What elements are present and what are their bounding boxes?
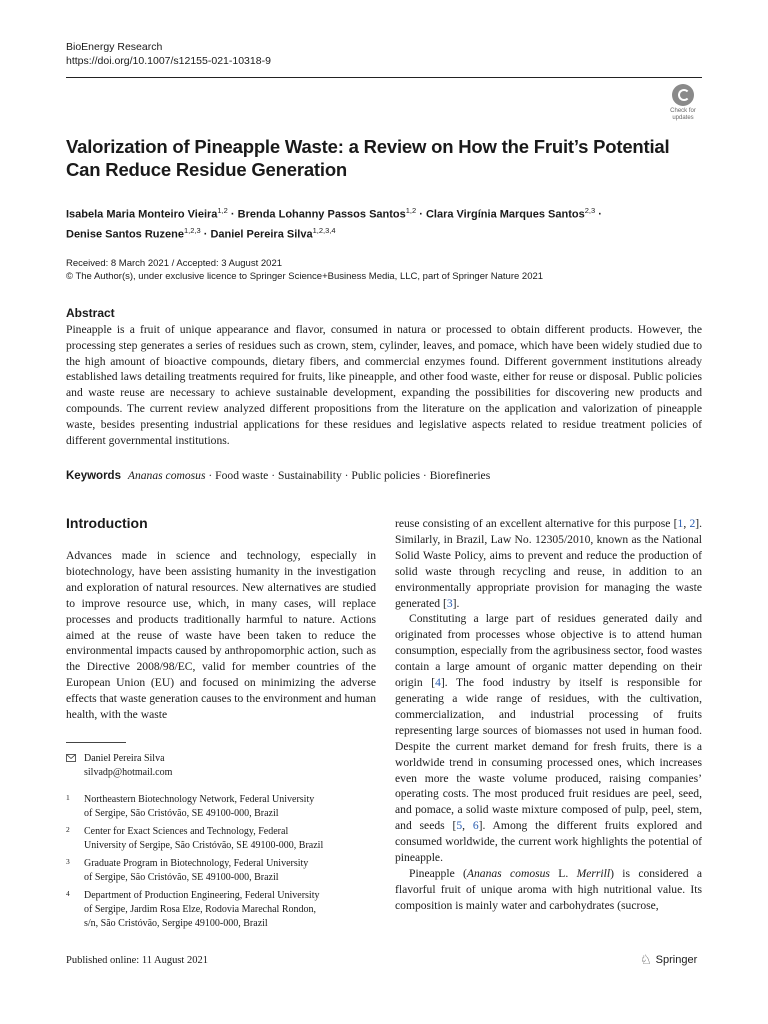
article-title — [66, 135, 686, 181]
right-column-text — [395, 516, 702, 914]
author-affiliation: 2,3 — [584, 206, 596, 215]
corresponding-author: Daniel Pereira Silva — [84, 753, 165, 764]
springer-horse-icon: ♘ — [640, 952, 652, 967]
title-line-2: Can Reduce Residue Generation — [66, 159, 348, 180]
author-affiliation: 1,2,3,4 — [312, 225, 336, 235]
paragraph: Constituting a large part of residues generated daily and originated from processes whose objective is to attend human consumption, especially from the agribusiness sector, food wastes contain a large amount of organic matter depending on their origin [4]. The food industry by itself is responsible for generating a wide range of residues, with the cultivation, commercialization, and industrial processing of fruits representing large sources of biomasses not used in human food. Despite the current market demand for fresh fruits, there is a worldwide trend in consuming processed ones, which increases even more the waste volume produced, raising companies’ operating costs. The most produced fruit residues are peel, seed, and pomace, a solid waste mixture composed of pulp, peel, stem, and seeds [5, 6]. Among the different fruits explored and consumed worldwide, the current work highlights the potential of pineapple. — [395, 612, 702, 865]
paragraph: Pineapple (Ananas comosus L. Merrill) is considered a flavorful fruit of unique aroma with high nutritional value. Its composition is mainly water and carbohydrates (sucrose, — [395, 866, 702, 912]
correspondence — [66, 752, 172, 780]
affiliation-footnote: 4 Department of Production Engineering, Federal University of Sergipe, Jardim Rosa Elze, Rodovia Marechal Rondon, s/n, São Cristóvão, Sergipe 49100-000, Brazil — [66, 889, 320, 929]
publisher-logo — [640, 952, 697, 968]
keyword: Sustainability — [277, 469, 342, 482]
citation-link[interactable]: 4 — [435, 676, 441, 690]
copyright-notice: © The Author(s), under exclusive licence to Springer Science+Business Media, LLC, part of Springer Nature 2021 — [66, 271, 544, 282]
journal-header — [66, 40, 271, 68]
citation-link[interactable]: 2 — [689, 517, 696, 530]
author-affiliation: 1,2 — [405, 206, 417, 215]
header-rule — [66, 77, 702, 78]
journal-name: BioEnergy Research — [66, 41, 163, 53]
keyword: Public policies — [351, 469, 421, 482]
title-line-1: Valorization of Pineapple Waste: a Review on How the Fruit’s Potential — [66, 136, 670, 157]
corresponding-email[interactable]: silvadp@hotmail.com — [84, 767, 173, 778]
abstract-text: Pineapple is a fruit of unique appearance and flavor, consumed in natura or processed to obtain different products. However, the processing step generates a series of residues such as crown, stem, cylinder, leaves, and pomace, which have been widely studied due to the high amount of bioactive compounds, dietary fibers, and commercial enzymes found. Different government institutions already established laws detailing treatments required for fruits, like pineapple, and other food waste, either for reuse or disposal. Public policies and waste reuse are necessary to achieve sustainable development, expanding the possibilities for discovering new products and compounds. The current review analyzed different propositions from the literature on the application and valorization of pineapple waste, besides presenting industrial applications for these residues and legislative aspects related to residue treatment policies of different governmental institutions. — [66, 323, 702, 447]
article-history — [66, 257, 543, 283]
author-name[interactable]: Denise Santos Ruzene — [66, 228, 184, 241]
check-for-updates-badge[interactable] — [664, 84, 702, 124]
keywords-line: Keywords Ananas comosus · Food waste · Sustainability · Public policies · Biorefineries — [66, 469, 491, 482]
author-name[interactable]: Brenda Lohanny Passos Santos — [237, 208, 406, 221]
keywords-heading: Keywords — [66, 470, 121, 482]
author-name[interactable]: Isabela Maria Monteiro Vieira — [66, 208, 218, 221]
abstract-heading: Abstract — [66, 306, 115, 320]
published-online: Published online: 11 August 2021 — [66, 955, 208, 966]
introduction-heading: Introduction — [66, 515, 148, 531]
paragraph: reuse consisting of an excellent alternative for this purpose [1, 2]. Similarly, in Brazil, Law No. 12305/2010, known as the National Solid Waste Policy, aims to prevent and reduce the production of solid waste through recycling and reuse, in addition to an environmentally appropriate provision for managing the waste generated [3]. — [395, 517, 702, 610]
author-list: Isabela Maria Monteiro Vieira$^{1,2}$ · Brenda Lohanny Passos Santos$^{1,2}$ · Clara Virgínia Marques Santos$^{2,3}$ · Denise Santos Ruzene$^{1,2,3}$ · Daniel Pereira Silva$^{1,2,3,4}$ — [66, 206, 602, 241]
citation-link[interactable]: 3 — [446, 596, 453, 610]
intro-paragraph-1: Advances made in science and technology, especially in biotechnology, have been assisting humanity in the investigation and exploration of natural resources. New alternatives are studied to improve resource use, which, in many cases, will replace processes and products traditionally harmful to nature. Actions aimed at the reuse of waste have been taken to reduce the environmental impacts caused by anthropomorphic action, such as the Directive 2008/98/EC, valid for member countries of the European Union (EU) and focused on minimizing the adverse effects that waste generation causes to the environment and human health, with the waste — [66, 549, 376, 722]
footnote-rule — [66, 742, 126, 743]
author-name[interactable]: Daniel Pereira Silva — [210, 228, 313, 241]
doi-link[interactable]: https://doi.org/10.1007/s12155-021-10318-9 — [66, 55, 271, 67]
publisher-name: Springer — [655, 954, 698, 966]
affiliation-footnote: 2 Center for Exact Sciences and Technology, Federal University of Sergipe, São Cristóvão, SE 49100-000, Brazil — [66, 825, 324, 851]
author-affiliation: 1,2 — [217, 206, 228, 215]
author-name[interactable]: Clara Virgínia Marques Santos — [425, 208, 585, 221]
check-updates-line1: Check for — [670, 108, 696, 114]
check-updates-icon — [672, 84, 694, 106]
citation-link[interactable]: 6 — [472, 819, 479, 833]
citation-link[interactable]: 1 — [677, 517, 684, 530]
affiliation-footnote: 3 Graduate Program in Biotechnology, Federal University of Sergipe, São Cristóvão, SE 49100-000, Brazil — [66, 857, 309, 883]
keyword: Biorefineries — [429, 469, 491, 482]
keyword: Food waste — [215, 469, 269, 482]
check-updates-line2: updates — [672, 114, 694, 121]
received-accepted-dates: Received: 8 March 2021 / Accepted: 3 August 2021 — [66, 258, 283, 269]
author-affiliation: 1,2,3 — [183, 225, 201, 235]
affiliation-footnote: 1 Northeastern Biotechnology Network, Federal University of Sergipe, São Cristóvão, SE 49100-000, Brazil — [66, 793, 315, 819]
keyword: Ananas comosus — [127, 469, 206, 482]
citation-link[interactable]: 5 — [456, 819, 463, 833]
envelope-icon — [66, 754, 76, 762]
